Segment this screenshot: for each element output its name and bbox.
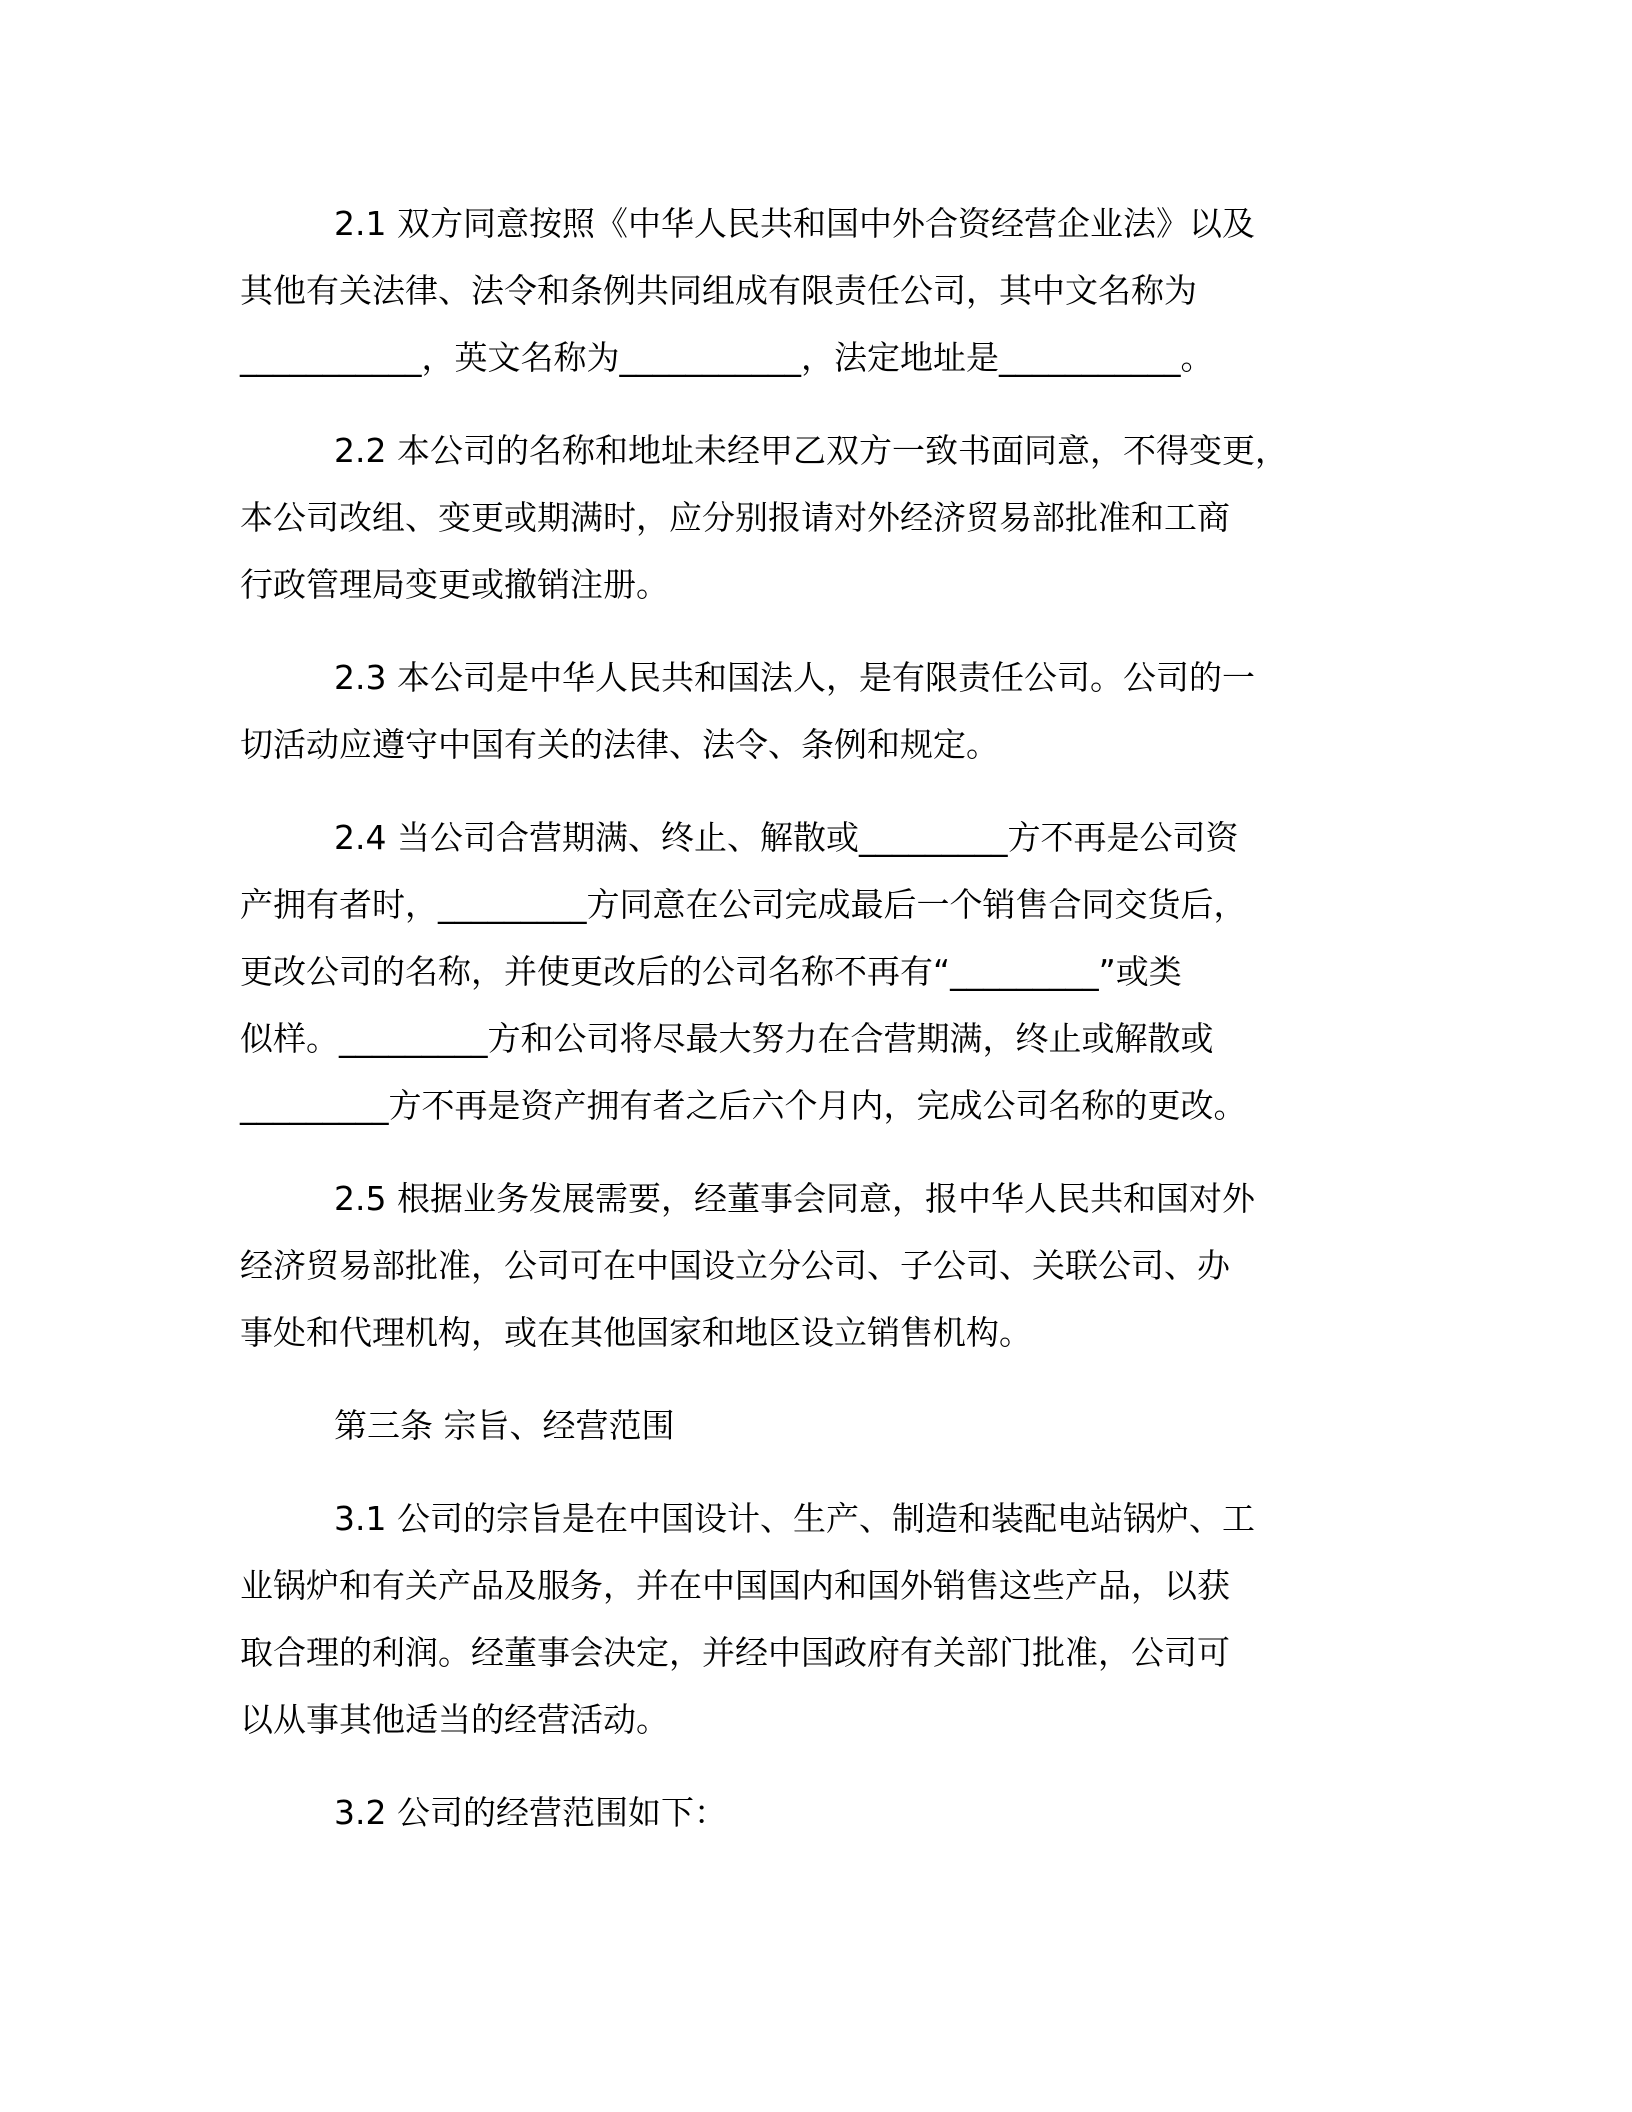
text-line: 更改公司的名称，并使更改后的公司名称不再有“_________”或类: [240, 952, 1182, 991]
text-line: 切活动应遵守中国有关的法律、法令、条例和规定。: [240, 725, 999, 764]
text-line: 3.1 公司的宗旨是在中国设计、生产、制造和装配电站锅炉、工: [334, 1499, 1255, 1538]
text-line: 业锅炉和有关产品及服务，并在中国国内和国外销售这些产品，以获: [240, 1566, 1230, 1605]
text-line: 行政管理局变更或撤销注册。: [240, 565, 669, 604]
clause-3-2: [240, 1779, 1400, 1846]
text-line: 产拥有者时，_________方同意在公司完成最后一个销售合同交货后，: [240, 885, 1247, 924]
text-line: 以从事其他适当的经营活动。: [240, 1700, 669, 1739]
clause-2-4: [240, 804, 1400, 1139]
clause-2-5: [240, 1165, 1400, 1366]
clause-2-3: [240, 644, 1400, 778]
text-line: 2.4 当公司合营期满、终止、解散或_________方不再是公司资: [334, 818, 1239, 857]
article-3-heading: 第三条 宗旨、经营范围: [334, 1406, 675, 1445]
text-line: 3.2 公司的经营范围如下：: [334, 1793, 727, 1832]
text-line: 其他有关法律、法令和条例共同组成有限责任公司，其中文名称为: [240, 271, 1197, 310]
text-line: _________方不再是资产拥有者之后六个月内，完成公司名称的更改。: [240, 1086, 1247, 1125]
clause-2-2: [240, 417, 1400, 618]
text-line: 2.3 本公司是中华人民共和国法人，是有限责任公司。公司的一: [334, 658, 1255, 697]
text-line: 事处和代理机构，或在其他国家和地区设立销售机构。: [240, 1313, 1032, 1352]
clause-3-1: [240, 1485, 1400, 1753]
text-line: 本公司改组、变更或期满时，应分别报请对外经济贸易部批准和工商: [240, 498, 1230, 537]
clause-2-1: [240, 190, 1400, 391]
text-line: ___________，英文名称为___________，法定地址是___________。: [240, 338, 1214, 377]
text-line: 2.5 根据业务发展需要，经董事会同意，报中华人民共和国对外: [334, 1179, 1255, 1218]
text-line: 2.2 本公司的名称和地址未经甲乙双方一致书面同意，不得变更，: [334, 431, 1288, 470]
text-line: 取合理的利润。经董事会决定，并经中国政府有关部门批准，公司可: [240, 1633, 1230, 1672]
text-line: 经济贸易部批准，公司可在中国设立分公司、子公司、关联公司、办: [240, 1246, 1230, 1285]
text-line: 似样。_________方和公司将尽最大努力在合营期满，终止或解散或: [240, 1019, 1214, 1058]
document-page: [240, 190, 1400, 1872]
text-line: 2.1 双方同意按照《中华人民共和国中外合资经营企业法》以及: [334, 204, 1255, 243]
